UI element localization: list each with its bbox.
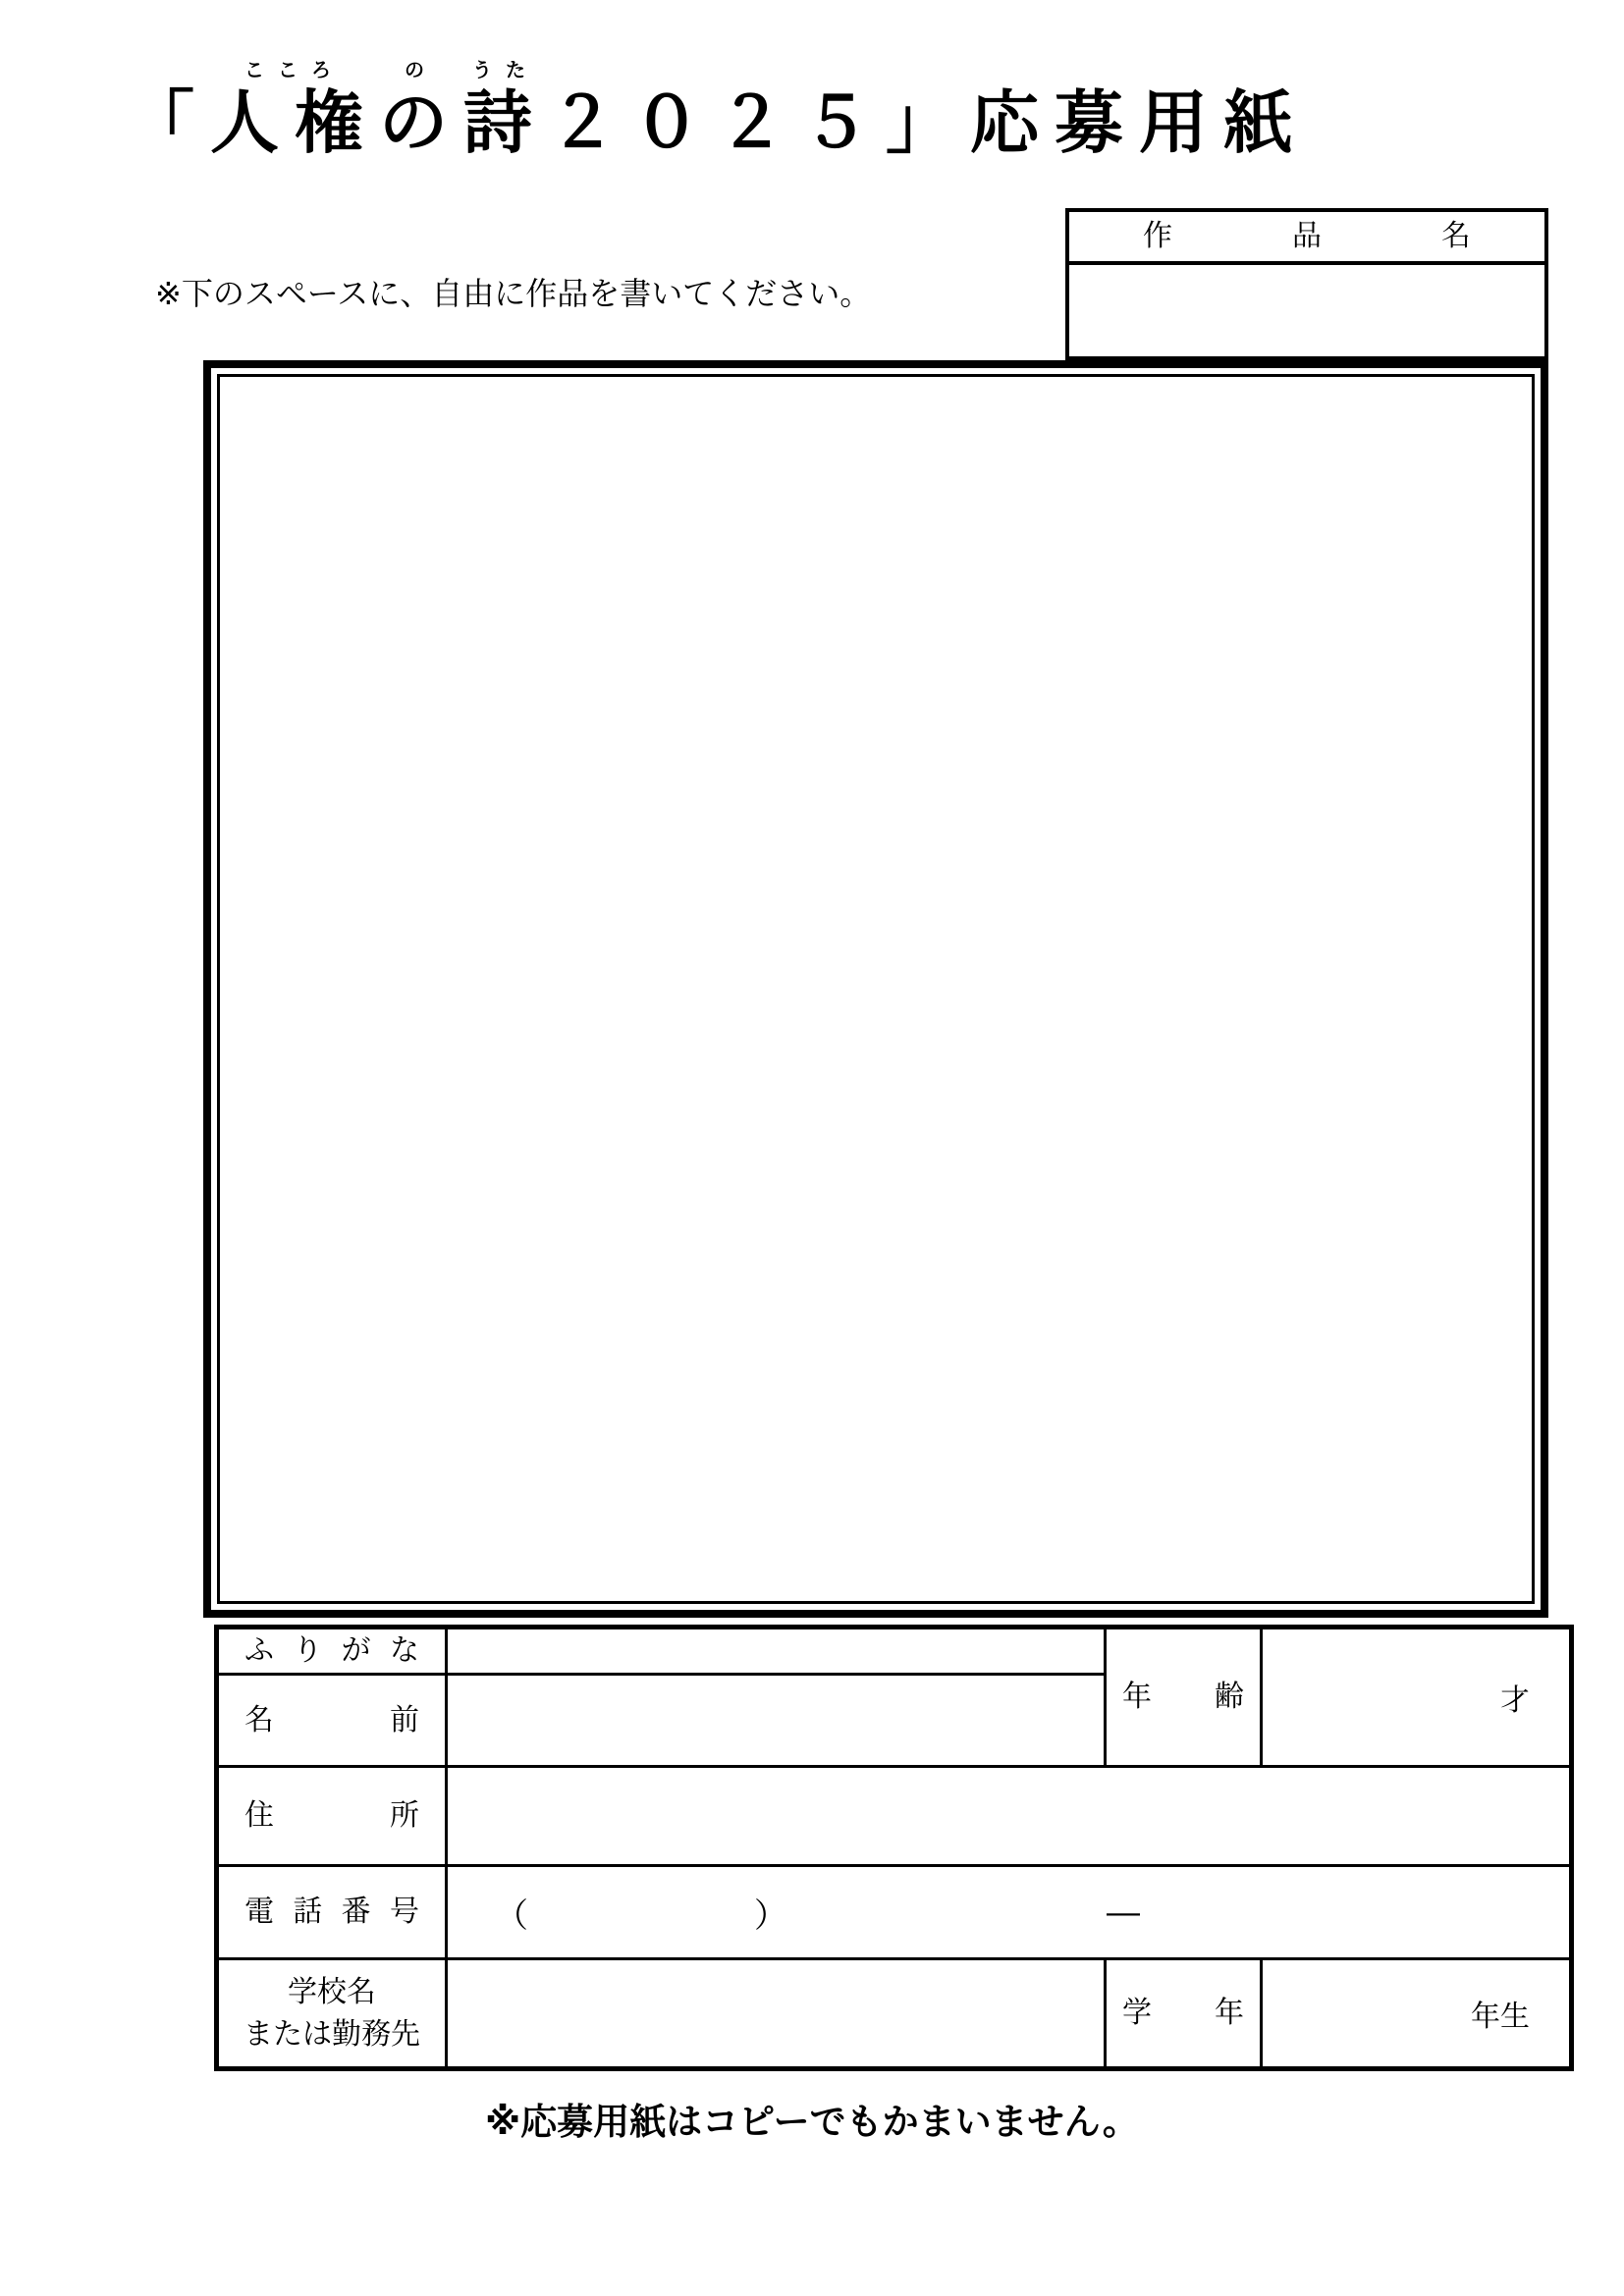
applicant-table [214, 1625, 1574, 2071]
title-furigana-kokoro: こころ [244, 60, 345, 81]
table-row-phone [217, 1866, 1572, 1959]
title-base-no: の [379, 84, 463, 161]
table-row-school [217, 1959, 1572, 2069]
school-label-line2: または勤務先 [244, 2018, 420, 2051]
table-row-address [217, 1767, 1572, 1866]
work-title-box [1065, 208, 1548, 360]
phone-paren-open: （ [495, 1896, 528, 1935]
age-label: 年齢 [1122, 1681, 1244, 1713]
work-title-input-cell[interactable] [1069, 265, 1544, 356]
writing-area-input[interactable] [217, 374, 1535, 1604]
title-base-uta: 詩 [463, 84, 548, 161]
furigana-label-cell [217, 1628, 447, 1675]
name-label-cell [217, 1675, 447, 1767]
school-input-cell[interactable] [447, 1959, 1106, 2069]
writing-area [203, 360, 1548, 1618]
title-base-jinken: 人権 [210, 84, 379, 161]
title-open-bracket: 「 [126, 84, 210, 161]
age-unit-label: 才 [1500, 1684, 1530, 1717]
title-ruby-no [379, 60, 463, 161]
address-label-cell [217, 1767, 447, 1866]
title-suffix: ２０２５」応募用紙 [548, 84, 1308, 161]
title-ruby-uta [463, 60, 548, 161]
name-label: 名前 [244, 1703, 419, 1736]
title-ruby-jinken [210, 60, 379, 161]
school-label-line1: 学校名 [288, 1975, 376, 2008]
work-title-header-label: 作品名 [1143, 220, 1471, 252]
address-input-cell[interactable] [447, 1767, 1572, 1866]
age-input-cell[interactable] [1262, 1628, 1572, 1767]
instruction-note: ※下のスペースに、自由に作品を書いてください。 [155, 276, 872, 311]
copy-permission-note: ※応募用紙はコピーでもかまいません。 [485, 2102, 1139, 2142]
grade-input-cell[interactable] [1262, 1959, 1572, 2069]
phone-paren-close: ） [754, 1896, 787, 1935]
furigana-label: ふりがな [244, 1634, 419, 1667]
grade-label-cell [1106, 1959, 1262, 2069]
page-title [126, 60, 1308, 161]
age-label-cell [1106, 1628, 1262, 1767]
phone-label-cell [217, 1866, 447, 1959]
name-input-cell[interactable] [447, 1675, 1106, 1767]
phone-label: 電話番号 [244, 1896, 419, 1928]
phone-dash: — [1107, 1893, 1140, 1931]
grade-unit-label: 年生 [1471, 2001, 1530, 2033]
school-label-cell [217, 1959, 447, 2069]
title-furigana-uta: うた [472, 60, 539, 81]
work-title-header [1069, 212, 1544, 265]
furigana-input-cell[interactable] [447, 1628, 1106, 1675]
address-label: 住所 [244, 1799, 419, 1832]
phone-input-guides [448, 1889, 1569, 1937]
title-furigana-no: の [405, 60, 438, 81]
grade-label: 学年 [1122, 1997, 1244, 2029]
table-row-furigana [217, 1628, 1572, 1675]
phone-input-cell[interactable] [447, 1866, 1572, 1959]
